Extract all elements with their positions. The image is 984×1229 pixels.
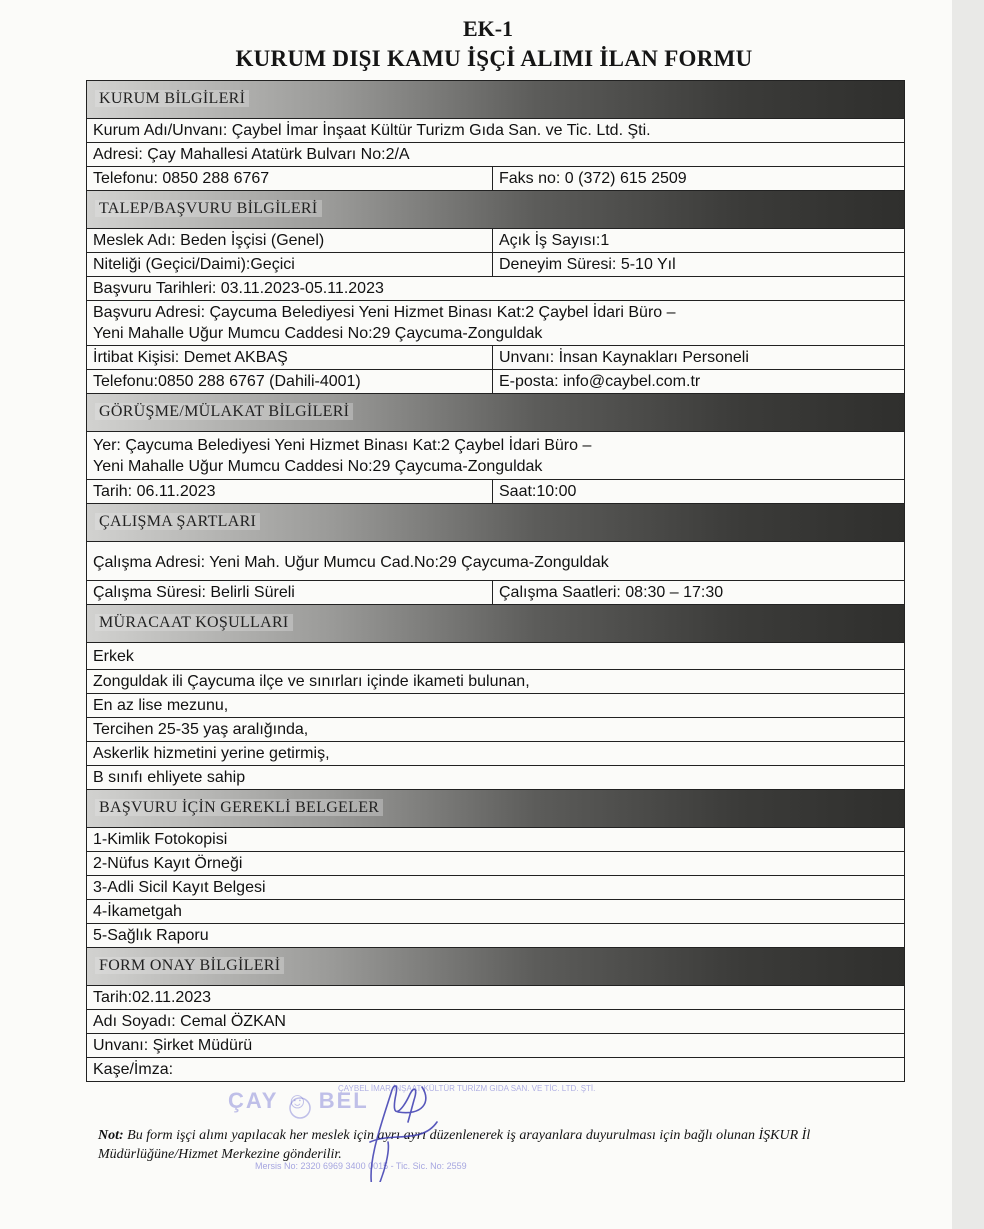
section-onay-heading: FORM ONAY BİLGİLERİ (87, 947, 904, 985)
scan-margin (952, 0, 984, 1229)
list-item: 3-Adli Sicil Kayıt Belgesi (87, 875, 904, 899)
table-row (87, 166, 904, 190)
onay-kase-imza: Kaşe/İmza: (93, 1061, 174, 1078)
irtibat-kisisi: İrtibat Kişisi: Demet AKBAŞ (87, 346, 493, 369)
list-item: En az lise mezunu, (87, 693, 904, 717)
gorusme-yer-line-2: Yeni Mahalle Uğur Mumcu Caddesi No:29 Çaycuma-Zonguldak (93, 458, 543, 475)
section-muracaat-heading: MÜRACAAT KOŞULLARI (87, 604, 904, 642)
section-talep-heading: TALEP/BAŞVURU BİLGİLERİ (87, 190, 904, 228)
calisma-suresi: Çalışma Süresi: Belirli Süreli (87, 581, 493, 604)
kurum-faks: Faks no: 0 (372) 615 2509 (499, 170, 687, 187)
note-label: Not: (98, 1128, 124, 1143)
gorusme-tarih: Tarih: 06.11.2023 (87, 480, 493, 503)
table-row (87, 252, 904, 276)
onay-unvan: Unvanı: Şirket Müdürü (93, 1037, 253, 1054)
stamp-logo: ÇAY ☺ BEL (228, 1088, 369, 1113)
table-row (87, 142, 904, 166)
table-row (87, 1033, 904, 1057)
onay-tarih: Tarih:02.11.2023 (93, 989, 212, 1006)
form-title: KURUM DIŞI KAMU İŞÇİ ALIMI İLAN FORMU (235, 46, 753, 71)
table-row (87, 276, 904, 300)
irtibat-eposta: E-posta: info@caybel.com.tr (499, 373, 701, 390)
section-belgeler-heading: BAŞVURU İÇİN GEREKLİ BELGELER (87, 789, 904, 827)
niteligi: Niteliği (Geçici/Daimi):Geçici (87, 253, 493, 276)
form-table (86, 80, 905, 1082)
table-row (87, 1009, 904, 1033)
form-code: EK-1 (462, 16, 514, 41)
list-item: B sınıfı ehliyete sahip (87, 765, 904, 789)
table-row (87, 300, 904, 345)
table-row (87, 985, 904, 1009)
table-row (87, 118, 904, 142)
list-item: 5-Sağlık Raporu (87, 923, 904, 947)
list-item: Askerlik hizmetini yerine getirmiş, (87, 741, 904, 765)
list-item: 2-Nüfus Kayıt Örneği (87, 851, 904, 875)
calisma-adresi: Çalışma Adresi: Yeni Mah. Uğur Mumcu Cad.No:29 Çaycuma-Zonguldak (93, 554, 609, 571)
basvuru-adresi-line-1: Başvuru Adresi: Çaycuma Belediyesi Yeni Hizmet Binası Kat:2 Çaybel İdari Büro – (93, 304, 676, 321)
deneyim-suresi: Deneyim Süresi: 5-10 Yıl (499, 256, 676, 273)
form-note (98, 1126, 898, 1164)
list-item: 4-İkametgah (87, 899, 904, 923)
irtibat-telefon: Telefonu:0850 288 6767 (Dahili-4001) (87, 370, 493, 393)
section-calisma-heading: ÇALIŞMA ŞARTLARI (87, 503, 904, 541)
stamp-sicil: Mersis No: 2320 6969 3400 0015 - Tic. Sic. No: 2559 (255, 1161, 467, 1171)
table-row (87, 541, 904, 580)
basvuru-adresi-line-2: Yeni Mahalle Uğur Mumcu Caddesi No:29 Çaycuma-Zonguldak (93, 325, 543, 342)
table-row (87, 369, 904, 393)
note-text: Bu form işçi alımı yapılacak her meslek için ayrı ayrı düzenlenerek iş arayanlara duyurulması için bağlı olunan İŞKUR İl Müdürlüğüne/Hizmet Merkezine gönderilir. (98, 1128, 811, 1162)
basvuru-tarihleri: Başvuru Tarihleri: 03.11.2023-05.11.2023 (93, 280, 384, 297)
acik-is-sayisi: Açık İş Sayısı:1 (499, 232, 610, 249)
list-item: Erkek (87, 642, 904, 669)
gorusme-yer-line-1: Yer: Çaycuma Belediyesi Yeni Hizmet Binası Kat:2 Çaybel İdari Büro – (93, 437, 592, 454)
table-row (87, 580, 904, 604)
kurum-adres: Adresi: Çay Mahallesi Atatürk Bulvarı No:2/A (93, 146, 410, 163)
basvuru-adresi (87, 301, 904, 345)
section-kurum-heading: KURUM BİLGİLERİ (87, 80, 904, 118)
table-row (87, 431, 904, 479)
list-item: Zonguldak ili Çaycuma ilçe ve sınırları içinde ikameti bulunan, (87, 669, 904, 693)
kurum-telefon: Telefonu: 0850 288 6767 (87, 167, 493, 190)
table-row (87, 1057, 904, 1082)
meslek-adi: Meslek Adı: Beden İşçisi (Genel) (87, 229, 493, 252)
calisma-saatleri: Çalışma Saatleri: 08:30 – 17:30 (499, 584, 724, 601)
table-row (87, 479, 904, 503)
section-gorusme-heading: GÖRÜŞME/MÜLAKAT BİLGİLERİ (87, 393, 904, 431)
list-item: 1-Kimlik Fotokopisi (87, 827, 904, 851)
gorusme-saat: Saat:10:00 (499, 483, 577, 500)
irtibat-unvani: Unvanı: İnsan Kaynakları Personeli (499, 349, 749, 366)
gorusme-yer (87, 432, 904, 479)
kurum-adi: Kurum Adı/Unvanı: Çaybel İmar İnşaat Kültür Turizm Gıda San. ve Tic. Ltd. Şti. (93, 122, 651, 139)
onay-adi-soyadi: Adı Soyadı: Cemal ÖZKAN (93, 1013, 286, 1030)
list-item: Tercihen 25-35 yaş aralığında, (87, 717, 904, 741)
table-row (87, 345, 904, 369)
table-row (87, 228, 904, 252)
stamp-company: ÇAYBEL İMAR İNŞAAT KÜLTÜR TURİZM GIDA SAN. VE TİC. LTD. ŞTİ. (338, 1084, 596, 1093)
